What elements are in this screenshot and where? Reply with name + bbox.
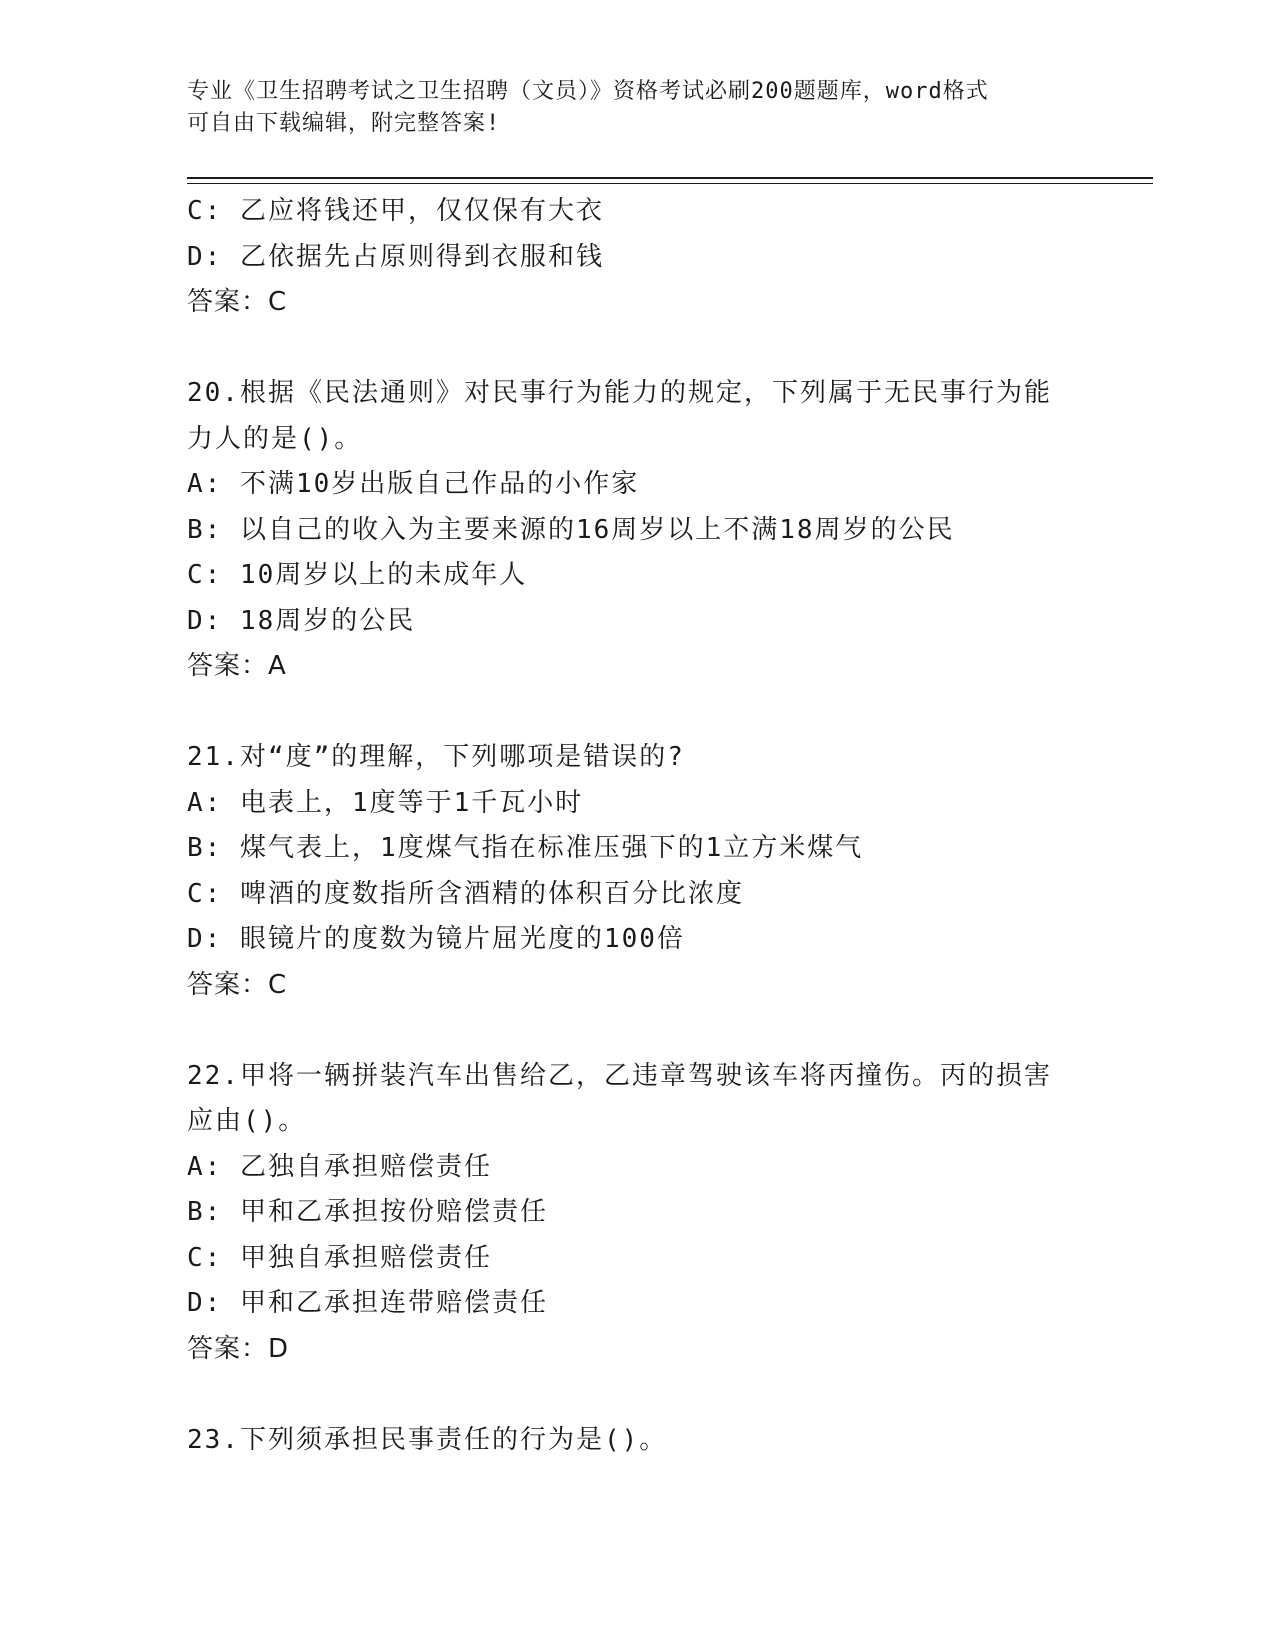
option-line: A: 电表上，1度等于1千瓦小时: [187, 787, 584, 818]
option-line: D: 甲和乙承担连带赔偿责任: [187, 1288, 548, 1318]
answer-line: 答案：C: [187, 969, 288, 1000]
question-text: 力人的是()。: [187, 423, 363, 454]
header-title-line-1: 专业《卫生招聘考试之卫生招聘（文员）》资格考试必刷200题题库，word格式: [187, 79, 989, 104]
option-line: C: 乙应将钱还甲，仅仅保有大衣: [187, 196, 604, 226]
block-spacer: [187, 690, 1087, 736]
option-line: A: 不满10岁出版自己作品的小作家: [187, 469, 640, 499]
block-spacer: [187, 1008, 1087, 1054]
option-line: A: 乙独自承担赔偿责任: [187, 1151, 492, 1182]
header-title-line-2: 可自由下载编辑，附完整答案!: [187, 111, 501, 136]
option-line: D: 眼镜片的度数为镜片屈光度的100倍: [187, 924, 685, 954]
question-content: [187, 189, 1087, 1463]
answer-line: 答案：D: [187, 1333, 290, 1364]
option-line: B: 煤气表上，1度煤气指在标准压强下的1立方米煤气: [187, 833, 864, 863]
option-line: C: 啤酒的度数指所含酒精的体积百分比浓度: [187, 878, 744, 909]
block-spacer: [187, 1372, 1087, 1418]
option-line: D: 乙依据先占原则得到衣服和钱: [187, 241, 604, 272]
answer-line: 答案：C: [187, 287, 288, 317]
block-spacer: [187, 326, 1087, 372]
question-text: 应由()。: [187, 1106, 307, 1136]
question-text: 23.下列须承担民事责任的行为是()。: [187, 1424, 668, 1455]
question-text: 21.对“度”的理解，下列哪项是错误的?: [187, 742, 685, 772]
header-divider-thick: [187, 177, 1153, 179]
option-line: D: 18周岁的公民: [187, 605, 416, 636]
page-header: [187, 76, 1067, 140]
option-line: B: 以自己的收入为主要来源的16周岁以上不满18周岁的公民: [187, 514, 955, 545]
option-line: C: 甲独自承担赔偿责任: [187, 1242, 492, 1273]
header-divider-thin: [187, 183, 1153, 184]
option-line: C: 10周岁以上的未成年人: [187, 560, 528, 590]
question-text: 22.甲将一辆拼装汽车出售给乙，乙违章驾驶该车将丙撞伤。丙的损害: [187, 1060, 1052, 1091]
option-line: B: 甲和乙承担按份赔偿责任: [187, 1197, 548, 1227]
answer-line: 答案：A: [187, 651, 287, 681]
question-text: 20.根据《民法通则》对民事行为能力的规定，下列属于无民事行为能: [187, 378, 1052, 408]
